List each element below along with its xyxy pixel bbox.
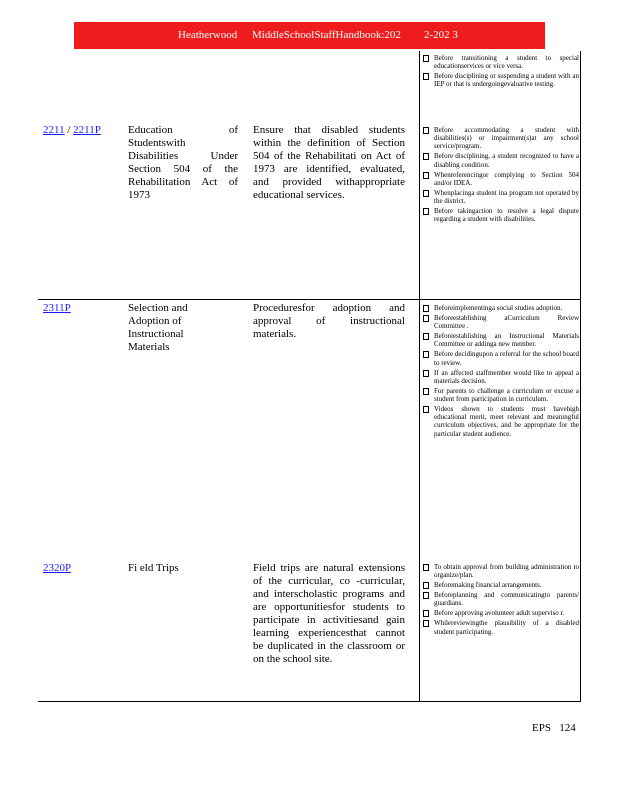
list-item: Videos shown to students must havehigh educational merit, meet relevant and meaningful curriculum objectives, and be appropriate for the particular student audience. — [423, 405, 579, 438]
list-item: Before takingaction to resolve a legal dispute regarding a student with disabilities. — [423, 207, 579, 223]
policy-link-2320p[interactable]: 2320P — [43, 562, 72, 574]
policy-title: Selection and Adoption of Instructional Materials — [128, 302, 188, 353]
page-number: 124 — [559, 722, 576, 734]
table-border-right — [580, 51, 581, 702]
list-item: Before disciplining, a student recognized to have a disabling condition. — [423, 152, 579, 168]
policy-bullet-list — [423, 126, 579, 225]
policy-summary: Ensure that disabled students within the definition of Section 504 of the Rehabilitati on Act of 1973 are identified, evaluated, and provided withappropriate educational services. — [253, 124, 405, 201]
policy-title: Education of Studentswith Disabilities Under Section 504 of the Rehabilitation Act of 1973 — [128, 124, 238, 201]
table-divider — [419, 51, 420, 702]
list-item: Beforeestablishing aCurriculum Review Committee . — [423, 314, 579, 330]
header-year: 2-202 3 — [424, 29, 458, 41]
header-title: MiddleSchoolStaffHandbook:202 — [252, 29, 401, 41]
footer-label: EPS — [532, 722, 551, 734]
list-item: Beforeestablishing an Instructional Materials Committee or addinga new member. — [423, 332, 579, 348]
list-item: Whenreferencingor complying to Section 504 and/or IDEA. — [423, 171, 579, 187]
list-item: Before disciplining or suspending a student with an IEP or that is undergoingevaluative testing. — [423, 72, 579, 88]
policy-code: 2211 / 2211P — [43, 124, 101, 136]
row-divider — [38, 299, 581, 300]
list-item: Before decidingupon a referral for the school board to review. — [423, 350, 579, 366]
list-item: Before accommodating a student with disabilities(s) or impairment(s)at any school service/program. — [423, 126, 579, 151]
list-item: Before transitioning a student to special educationservices or vice versa. — [423, 54, 579, 70]
list-item: Whilereviewingthe plausibility of a disabled student participating. — [423, 619, 579, 635]
list-item: Beforeplanning and communicatingto parents/ guardians. — [423, 591, 579, 607]
policy-bullet-list — [423, 304, 579, 440]
list-item: For parents to challenge a curriculum or excuse a student from participation in curriculum. — [423, 387, 579, 403]
policy-title: Fi eld Trips — [128, 562, 179, 574]
policy-code — [43, 562, 71, 574]
policy-bullet-list — [423, 563, 579, 638]
policy-link-2211[interactable]: 2211 — [43, 124, 65, 136]
page-footer — [532, 722, 576, 734]
list-item: Before approving avolunteer adult superviso r. — [423, 609, 579, 617]
list-item: Beforemaking financial arrangements. — [423, 581, 579, 589]
policy-link-2311p[interactable]: 2311P — [43, 302, 71, 314]
policy-summary: Field trips are natural extensions of the curricular, co -curricular, and interscholastic programs and are opportunitiesfor students to participate in activitiesand gain learning experiencesthat cannot be duplicated in the classroom or on the school site. — [253, 562, 405, 665]
policy-link-2211p[interactable]: 2211P — [73, 124, 101, 136]
list-item: Whenplacinga student ina program not operated by the district. — [423, 189, 579, 205]
continued-bullet-list — [423, 54, 579, 90]
header-school: Heatherwood — [178, 29, 238, 41]
list-item: Beforeimplementinga social studies adoption. — [423, 304, 579, 312]
policy-code — [43, 302, 71, 314]
list-item: If an affected staffmember would like to appeal a materials decision. — [423, 369, 579, 385]
policy-summary: Proceduresfor adoption and approval of instructional materials. — [253, 302, 405, 340]
header-banner — [74, 22, 545, 49]
row-divider — [38, 701, 581, 702]
list-item: To obtain approval from building administration to organize/plan. — [423, 563, 579, 579]
